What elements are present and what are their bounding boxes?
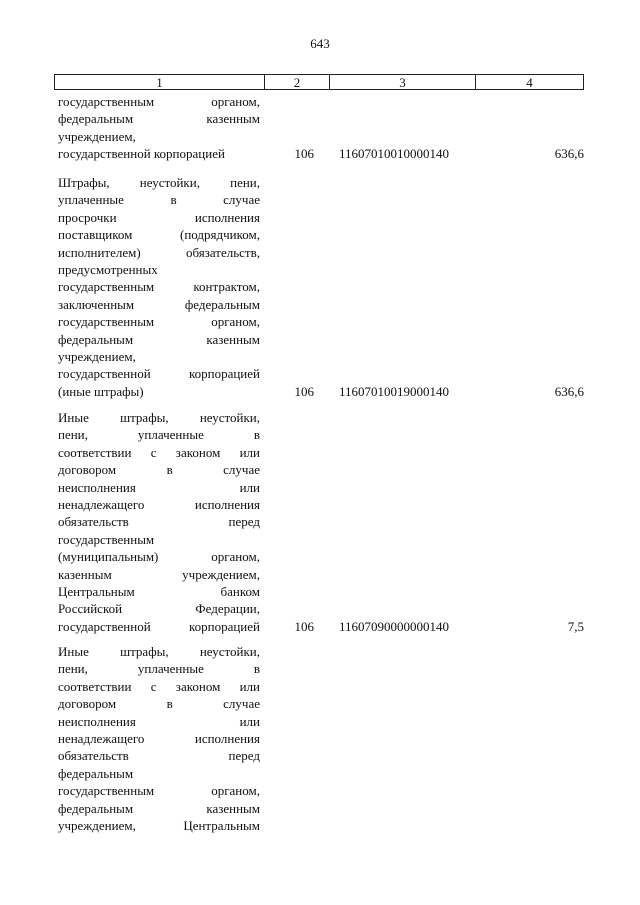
column-header-4: 4 <box>526 75 533 90</box>
row-kbk: 11607090000000140 <box>339 618 450 634</box>
description-line: Центральным банком <box>58 584 260 600</box>
table-header <box>54 74 584 90</box>
description-line: государственной корпорацией <box>58 146 225 162</box>
description-line: государственным контрактом, <box>58 279 260 295</box>
description-line: Иные штрафы, неустойки, <box>58 644 260 659</box>
row-code: 106 <box>294 146 314 162</box>
description-line: пени, уплаченные в <box>58 661 260 677</box>
description-line: пени, уплаченные в <box>58 427 260 443</box>
description-line: Российской Федерации, <box>58 601 260 617</box>
description-line: Иные штрафы, неустойки, <box>58 410 260 425</box>
description-line: (иные штрафы) <box>58 383 144 399</box>
description-line: государственной корпорацией <box>58 366 260 382</box>
description-line: предусмотренных <box>58 262 158 278</box>
row-code: 106 <box>294 618 314 634</box>
description-line: государственным органом, <box>58 94 260 109</box>
description-line: учреждением, Центральным <box>58 818 260 834</box>
row-description <box>58 93 260 163</box>
description-line: заключенным федеральным <box>58 296 260 312</box>
description-line: договором в случае <box>58 462 260 478</box>
description-line: федеральным <box>58 765 134 781</box>
description-line: поставщиком (подрядчиком, <box>58 227 260 243</box>
description-line: ненадлежащего исполнения <box>58 497 260 513</box>
description-line: ненадлежащего исполнения <box>58 731 260 747</box>
page-number: 643 <box>310 36 330 51</box>
description-line: неисполнения или <box>58 479 260 495</box>
description-line: учреждением, <box>58 128 136 144</box>
row-amount: 7,5 <box>567 618 584 634</box>
description-line: просрочки исполнения <box>58 209 260 225</box>
description-line: исполнителем) обязательств, <box>58 244 260 260</box>
description-line: (муниципальным) органом, <box>58 549 260 565</box>
description-line: федеральным казенным <box>58 331 260 347</box>
description-line: государственным органом, <box>58 783 260 799</box>
description-line: договором в случае <box>58 696 260 712</box>
description-line: Штрафы, неустойки, пени, <box>58 175 260 190</box>
row-code: 106 <box>294 383 314 399</box>
description-line: соответствии с законом или <box>58 678 260 694</box>
description-line: государственным <box>58 531 155 547</box>
row-description <box>58 174 260 400</box>
row-amount: 636,6 <box>554 383 584 399</box>
row-description <box>58 643 260 834</box>
description-line: федеральным казенным <box>58 111 260 127</box>
row-description <box>58 409 260 635</box>
row-kbk: 11607010019000140 <box>339 383 450 399</box>
description-line: федеральным казенным <box>58 800 260 816</box>
description-line: уплаченные в случае <box>58 192 260 208</box>
description-line: неисполнения или <box>58 713 260 729</box>
description-line: государственной корпорацией <box>58 618 260 634</box>
description-line: обязательств перед <box>58 514 260 530</box>
row-kbk: 11607010010000140 <box>339 146 450 162</box>
row-amount: 636,6 <box>554 146 584 162</box>
description-line: учреждением, <box>58 349 136 365</box>
description-line: соответствии с законом или <box>58 444 260 460</box>
column-header-3: 3 <box>330 75 476 89</box>
column-header-2: 2 <box>265 75 330 89</box>
description-line: обязательств перед <box>58 748 260 764</box>
description-line: государственным органом, <box>58 314 260 330</box>
column-header-1: 1 <box>55 75 265 89</box>
description-line: казенным учреждением, <box>58 566 260 582</box>
